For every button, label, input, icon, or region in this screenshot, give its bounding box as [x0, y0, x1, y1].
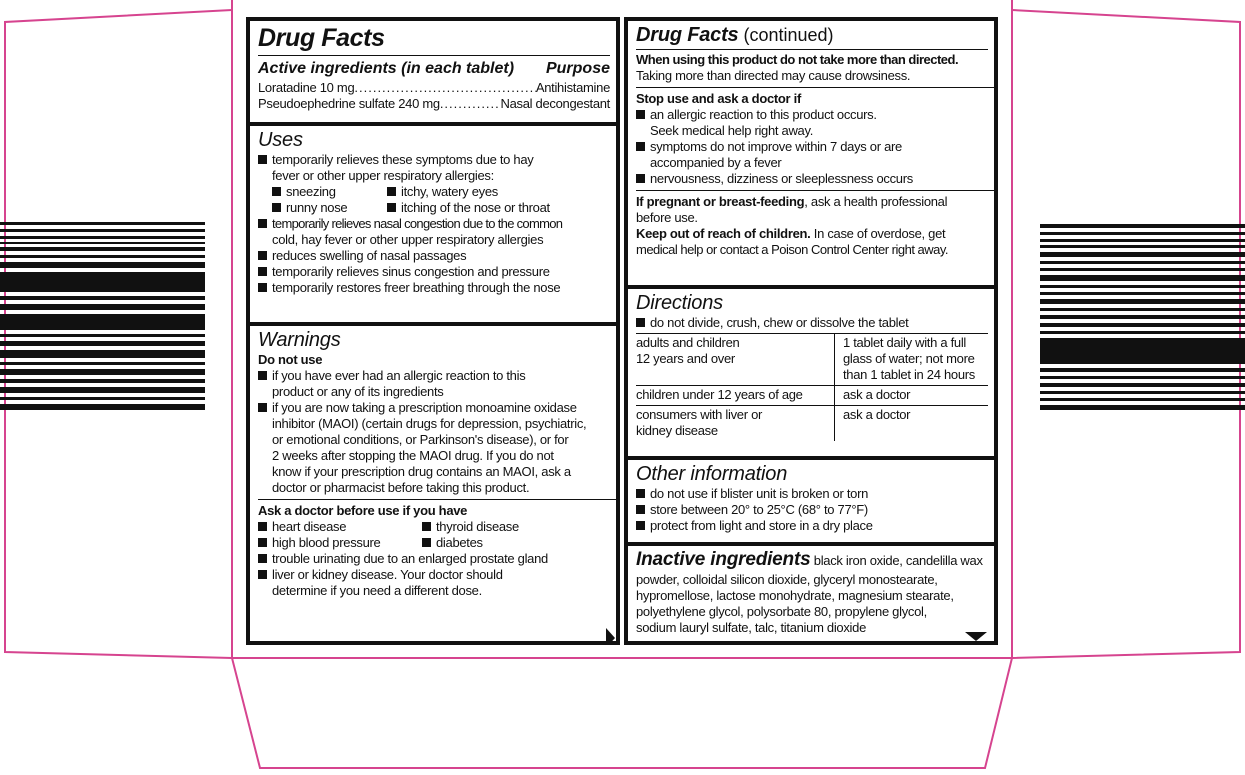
- directions-dose: 1 tablet daily with a full glass of water; not more than 1 tablet in 24 hours: [834, 333, 988, 385]
- condition: trouble urinating due to an enlarged prostate gland: [272, 551, 548, 566]
- symptom: sneezing: [286, 184, 336, 199]
- ingredient-purpose: Nasal decongestant: [500, 96, 610, 111]
- ingredient-name: Loratadine 10 mg: [258, 80, 355, 95]
- stop-use-heading: Stop use and ask a doctor if: [636, 91, 801, 106]
- warning-item: if you are now taking a prescription monoamine oxidase: [272, 400, 577, 415]
- inactive-text: hypromellose, lactose monohydrate, magnesium stearate,: [636, 588, 954, 603]
- drug-facts-continued-title: Drug Facts: [636, 24, 739, 46]
- uses-section: [250, 126, 616, 322]
- stop-use-item: an allergic reaction to this product occurs.: [650, 107, 877, 122]
- directions-section: [628, 289, 994, 456]
- warning-item-cont: product or any of its ingredients: [272, 384, 444, 399]
- inactive-text: black iron oxide, candelilla wax: [810, 553, 983, 568]
- ask-doctor-heading: Ask a doctor before use if you have: [258, 503, 468, 518]
- ingredient-row: [258, 80, 610, 96]
- directions-who: consumers with liver or kidney disease: [636, 405, 834, 441]
- barcode-right: [1040, 224, 1245, 412]
- purpose-heading: Purpose: [545, 60, 610, 77]
- stop-use-item: symptoms do not improve within 7 days or are: [650, 139, 902, 154]
- inactive-ingredients-heading: Inactive ingredients: [636, 549, 811, 570]
- symptom: itchy, watery eyes: [401, 184, 498, 199]
- continued-warnings-section: [628, 21, 994, 283]
- continued-label: (continued): [743, 25, 834, 45]
- drug-facts-title: Drug Facts: [258, 24, 385, 52]
- keep-out-heading: Keep out of reach of children.: [636, 226, 811, 241]
- ingredient-purpose: Antihistamine: [535, 80, 610, 95]
- when-using-text: When using this product do not take more than directed.: [636, 52, 959, 67]
- other-information-heading: Other information: [636, 463, 788, 485]
- inactive-text: powder, colloidal silicon dioxide, glyceryl monostearate,: [636, 572, 938, 587]
- uses-item: reduces swelling of nasal passages: [272, 248, 467, 263]
- directions-dose: ask a doctor: [834, 385, 988, 405]
- active-ingredients-section: [250, 21, 616, 122]
- condition: thyroid disease: [436, 519, 519, 534]
- warnings-heading: Warnings: [258, 329, 341, 351]
- directions-dose: ask a doctor: [834, 405, 988, 441]
- warning-item: if you have ever had an allergic reaction to this: [272, 368, 526, 383]
- drug-facts-panel-left: [246, 17, 620, 645]
- directions-who: children under 12 years of age: [636, 385, 834, 405]
- directions-who: adults and children 12 years and over: [636, 333, 834, 385]
- arrow-down-icon: [965, 632, 987, 641]
- pregnant-text-2: before use.: [636, 210, 698, 225]
- uses-item: temporarily relieves nasal congestion due to the common: [272, 216, 563, 231]
- arrow-right-icon: [606, 628, 615, 645]
- other-info-item: store between 20° to 25°C (68° to 77°F): [650, 502, 868, 517]
- warning-item-cont: or emotional conditions, or Parkinson's disease), or for: [272, 432, 569, 447]
- ingredient-name: Pseudoephedrine sulfate 240 mg: [258, 96, 440, 111]
- active-ingredients-heading: Active ingredients (in each tablet): [258, 60, 515, 77]
- condition: high blood pressure: [272, 535, 381, 550]
- pregnant-heading: If pregnant or breast-feeding: [636, 194, 805, 209]
- inactive-ingredients-section: [628, 546, 994, 645]
- barcode-left: [0, 222, 205, 410]
- warning-item-cont: know if your prescription drug contains an MAOI, ask a: [272, 464, 571, 479]
- uses-item-cont: cold, hay fever or other upper respiratory allergies: [272, 232, 544, 247]
- keep-out-text: In case of overdose, get: [810, 226, 946, 241]
- condition: diabetes: [436, 535, 483, 550]
- ingredient-row: [258, 96, 610, 112]
- drug-facts-panel-right: [624, 17, 998, 645]
- inactive-text: sodium lauryl sulfate, talc, titanium dioxide: [636, 620, 867, 635]
- keep-out-text-2: medical help or contact a Poison Control Center right away.: [636, 242, 949, 257]
- uses-item: temporarily relieves these symptoms due to hay: [272, 152, 534, 167]
- condition: liver or kidney disease. Your doctor should: [272, 567, 503, 582]
- other-info-item: do not use if blister unit is broken or torn: [650, 486, 869, 501]
- symptom: runny nose: [286, 200, 348, 215]
- stop-use-item-cont: accompanied by a fever: [650, 155, 782, 170]
- pregnant-text: , ask a health professional: [804, 194, 948, 209]
- other-info-item: protect from light and store in a dry place: [650, 518, 873, 533]
- uses-item: temporarily restores freer breathing through the nose: [272, 280, 561, 295]
- condition-cont: determine if you need a different dose.: [272, 583, 482, 598]
- directions-note: do not divide, crush, chew or dissolve the tablet: [650, 315, 909, 330]
- symptom: itching of the nose or throat: [401, 200, 550, 215]
- warning-item-cont: doctor or pharmacist before taking this product.: [272, 480, 530, 495]
- warnings-section: [250, 326, 616, 645]
- condition: heart disease: [272, 519, 347, 534]
- directions-table: [636, 333, 988, 441]
- inactive-text: polyethylene glycol, polysorbate 80, propylene glycol,: [636, 604, 927, 619]
- uses-item-cont: fever or other upper respiratory allergies:: [272, 168, 494, 183]
- do-not-use-heading: Do not use: [258, 352, 323, 367]
- warning-item-cont: inhibitor (MAOI) (certain drugs for depression, psychiatric,: [272, 416, 587, 431]
- when-using-text-2: Taking more than directed may cause drowsiness.: [636, 68, 911, 83]
- warning-item-cont: 2 weeks after stopping the MAOI drug. If you do not: [272, 448, 554, 463]
- stop-use-item-cont: Seek medical help right away.: [650, 123, 814, 138]
- other-information-section: [628, 460, 994, 542]
- stop-use-item: nervousness, dizziness or sleeplessness occurs: [650, 171, 913, 186]
- uses-heading: Uses: [258, 129, 303, 151]
- directions-heading: Directions: [636, 292, 723, 314]
- uses-item: temporarily relieves sinus congestion and pressure: [272, 264, 550, 279]
